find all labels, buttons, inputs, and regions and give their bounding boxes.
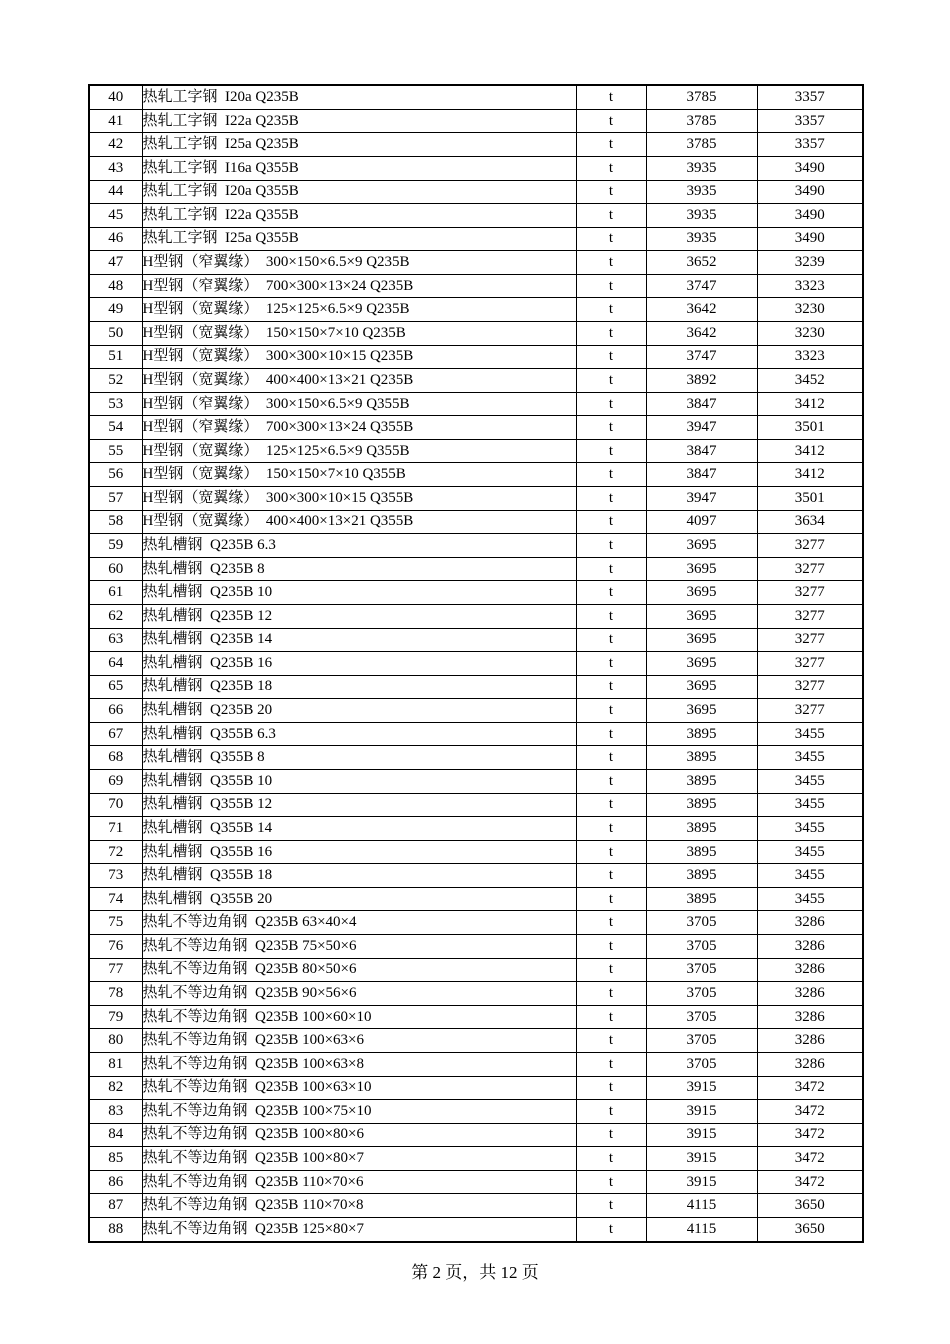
unit-cell: t	[576, 204, 646, 228]
unit-cell: t	[576, 982, 646, 1006]
price-cell-2: 3490	[757, 180, 863, 204]
table-row	[89, 840, 863, 864]
unit-cell: t	[576, 392, 646, 416]
row-number-cell: 82	[89, 1076, 142, 1100]
table-row	[89, 652, 863, 676]
item-name-cell: 热轧工字钢 I20a Q355B	[142, 180, 576, 204]
row-number-cell: 79	[89, 1005, 142, 1029]
row-number-cell: 64	[89, 652, 142, 676]
price-cell-2: 3455	[757, 887, 863, 911]
price-cell-1: 3895	[646, 770, 757, 794]
unit-cell: t	[576, 581, 646, 605]
price-cell-2: 3277	[757, 557, 863, 581]
unit-cell: t	[576, 1170, 646, 1194]
price-cell-2: 3286	[757, 1052, 863, 1076]
price-cell-2: 3455	[757, 793, 863, 817]
unit-cell: t	[576, 557, 646, 581]
table-row	[89, 1100, 863, 1124]
item-name-cell: 热轧不等边角钢 Q235B 90×56×6	[142, 982, 576, 1006]
unit-cell: t	[576, 1029, 646, 1053]
unit-cell: t	[576, 369, 646, 393]
item-name-cell: 热轧槽钢 Q235B 14	[142, 628, 576, 652]
price-cell-2: 3455	[757, 840, 863, 864]
price-cell-2: 3472	[757, 1076, 863, 1100]
price-cell-1: 3847	[646, 439, 757, 463]
unit-cell: t	[576, 322, 646, 346]
price-cell-1: 3695	[646, 534, 757, 558]
price-cell-2: 3286	[757, 911, 863, 935]
table-row	[89, 935, 863, 959]
price-table-body	[89, 85, 863, 1242]
item-name-cell: H型钢（宽翼缘） 150×150×7×10 Q355B	[142, 463, 576, 487]
price-cell-2: 3286	[757, 958, 863, 982]
unit-cell: t	[576, 251, 646, 275]
table-row	[89, 392, 863, 416]
table-row	[89, 557, 863, 581]
price-cell-1: 3705	[646, 958, 757, 982]
unit-cell: t	[576, 864, 646, 888]
price-cell-2: 3323	[757, 274, 863, 298]
unit-cell: t	[576, 345, 646, 369]
price-cell-2: 3357	[757, 85, 863, 109]
price-cell-2: 3412	[757, 463, 863, 487]
table-row	[89, 227, 863, 251]
row-number-cell: 53	[89, 392, 142, 416]
item-name-cell: 热轧槽钢 Q235B 12	[142, 604, 576, 628]
price-cell-1: 3747	[646, 274, 757, 298]
price-cell-2: 3455	[757, 770, 863, 794]
price-cell-1: 3895	[646, 864, 757, 888]
price-table	[88, 84, 864, 1243]
item-name-cell: H型钢（宽翼缘） 400×400×13×21 Q355B	[142, 510, 576, 534]
unit-cell: t	[576, 463, 646, 487]
table-row	[89, 85, 863, 109]
table-row	[89, 345, 863, 369]
price-cell-1: 3847	[646, 392, 757, 416]
row-number-cell: 61	[89, 581, 142, 605]
table-row	[89, 1076, 863, 1100]
item-name-cell: 热轧槽钢 Q355B 6.3	[142, 722, 576, 746]
table-row	[89, 604, 863, 628]
unit-cell: t	[576, 628, 646, 652]
price-cell-1: 3915	[646, 1100, 757, 1124]
price-cell-1: 3705	[646, 1005, 757, 1029]
price-cell-2: 3455	[757, 817, 863, 841]
price-cell-1: 3895	[646, 746, 757, 770]
table-row	[89, 439, 863, 463]
price-cell-1: 3652	[646, 251, 757, 275]
table-row	[89, 322, 863, 346]
row-number-cell: 54	[89, 416, 142, 440]
price-cell-2: 3472	[757, 1123, 863, 1147]
item-name-cell: 热轧不等边角钢 Q235B 100×63×8	[142, 1052, 576, 1076]
price-cell-1: 3847	[646, 463, 757, 487]
row-number-cell: 42	[89, 133, 142, 157]
price-cell-1: 3642	[646, 322, 757, 346]
unit-cell: t	[576, 1147, 646, 1171]
price-cell-2: 3472	[757, 1147, 863, 1171]
price-cell-2: 3323	[757, 345, 863, 369]
price-cell-1: 3705	[646, 1029, 757, 1053]
unit-cell: t	[576, 487, 646, 511]
row-number-cell: 62	[89, 604, 142, 628]
table-row	[89, 534, 863, 558]
item-name-cell: 热轧不等边角钢 Q235B 110×70×6	[142, 1170, 576, 1194]
table-row	[89, 133, 863, 157]
unit-cell: t	[576, 227, 646, 251]
unit-cell: t	[576, 510, 646, 534]
price-cell-2: 3277	[757, 604, 863, 628]
table-row	[89, 722, 863, 746]
table-row	[89, 487, 863, 511]
price-cell-1: 3695	[646, 652, 757, 676]
table-row	[89, 958, 863, 982]
item-name-cell: 热轧不等边角钢 Q235B 63×40×4	[142, 911, 576, 935]
price-cell-2: 3455	[757, 722, 863, 746]
price-cell-1: 3947	[646, 487, 757, 511]
unit-cell: t	[576, 1217, 646, 1242]
price-cell-1: 3695	[646, 628, 757, 652]
price-cell-2: 3286	[757, 1005, 863, 1029]
row-number-cell: 87	[89, 1194, 142, 1218]
price-cell-2: 3501	[757, 487, 863, 511]
price-cell-2: 3650	[757, 1194, 863, 1218]
price-cell-1: 3915	[646, 1170, 757, 1194]
row-number-cell: 85	[89, 1147, 142, 1171]
item-name-cell: H型钢（宽翼缘） 125×125×6.5×9 Q235B	[142, 298, 576, 322]
unit-cell: t	[576, 298, 646, 322]
table-row	[89, 699, 863, 723]
table-row	[89, 369, 863, 393]
table-row	[89, 1052, 863, 1076]
row-number-cell: 69	[89, 770, 142, 794]
price-cell-1: 3695	[646, 581, 757, 605]
table-row	[89, 1029, 863, 1053]
price-cell-2: 3277	[757, 652, 863, 676]
table-row	[89, 887, 863, 911]
price-cell-1: 3895	[646, 793, 757, 817]
row-number-cell: 70	[89, 793, 142, 817]
table-row	[89, 770, 863, 794]
unit-cell: t	[576, 675, 646, 699]
item-name-cell: 热轧工字钢 I22a Q235B	[142, 109, 576, 133]
table-row	[89, 1217, 863, 1242]
item-name-cell: 热轧槽钢 Q355B 20	[142, 887, 576, 911]
row-number-cell: 74	[89, 887, 142, 911]
price-cell-1: 3695	[646, 675, 757, 699]
unit-cell: t	[576, 840, 646, 864]
table-row	[89, 109, 863, 133]
row-number-cell: 52	[89, 369, 142, 393]
item-name-cell: 热轧不等边角钢 Q235B 100×60×10	[142, 1005, 576, 1029]
item-name-cell: 热轧工字钢 I22a Q355B	[142, 204, 576, 228]
row-number-cell: 60	[89, 557, 142, 581]
row-number-cell: 55	[89, 439, 142, 463]
price-cell-2: 3286	[757, 982, 863, 1006]
price-cell-2: 3286	[757, 1029, 863, 1053]
unit-cell: t	[576, 1052, 646, 1076]
price-cell-2: 3455	[757, 746, 863, 770]
price-cell-1: 3895	[646, 887, 757, 911]
unit-cell: t	[576, 85, 646, 109]
price-cell-1: 3915	[646, 1076, 757, 1100]
price-cell-2: 3357	[757, 109, 863, 133]
price-cell-1: 3785	[646, 85, 757, 109]
table-row	[89, 817, 863, 841]
item-name-cell: 热轧工字钢 I25a Q355B	[142, 227, 576, 251]
price-cell-1: 3642	[646, 298, 757, 322]
price-cell-2: 3634	[757, 510, 863, 534]
table-row	[89, 156, 863, 180]
price-cell-2: 3286	[757, 935, 863, 959]
row-number-cell: 59	[89, 534, 142, 558]
price-cell-1: 3935	[646, 227, 757, 251]
unit-cell: t	[576, 416, 646, 440]
unit-cell: t	[576, 935, 646, 959]
unit-cell: t	[576, 1194, 646, 1218]
price-cell-1: 3705	[646, 1052, 757, 1076]
price-cell-1: 3747	[646, 345, 757, 369]
price-cell-2: 3452	[757, 369, 863, 393]
row-number-cell: 45	[89, 204, 142, 228]
table-row	[89, 911, 863, 935]
price-cell-1: 3947	[646, 416, 757, 440]
price-cell-2: 3239	[757, 251, 863, 275]
row-number-cell: 40	[89, 85, 142, 109]
row-number-cell: 65	[89, 675, 142, 699]
price-cell-1: 3892	[646, 369, 757, 393]
item-name-cell: 热轧槽钢 Q235B 8	[142, 557, 576, 581]
unit-cell: t	[576, 604, 646, 628]
item-name-cell: 热轧工字钢 I25a Q235B	[142, 133, 576, 157]
row-number-cell: 43	[89, 156, 142, 180]
table-row	[89, 1005, 863, 1029]
item-name-cell: 热轧不等边角钢 Q235B 110×70×8	[142, 1194, 576, 1218]
row-number-cell: 57	[89, 487, 142, 511]
table-row	[89, 1147, 863, 1171]
row-number-cell: 76	[89, 935, 142, 959]
unit-cell: t	[576, 180, 646, 204]
price-cell-1: 3935	[646, 180, 757, 204]
item-name-cell: 热轧槽钢 Q235B 10	[142, 581, 576, 605]
item-name-cell: H型钢（宽翼缘） 300×300×10×15 Q355B	[142, 487, 576, 511]
row-number-cell: 47	[89, 251, 142, 275]
row-number-cell: 56	[89, 463, 142, 487]
price-cell-1: 3785	[646, 109, 757, 133]
item-name-cell: 热轧工字钢 I20a Q235B	[142, 85, 576, 109]
item-name-cell: H型钢（窄翼缘） 700×300×13×24 Q235B	[142, 274, 576, 298]
table-row	[89, 298, 863, 322]
price-cell-2: 3277	[757, 628, 863, 652]
unit-cell: t	[576, 534, 646, 558]
price-cell-1: 4115	[646, 1217, 757, 1242]
price-cell-1: 4097	[646, 510, 757, 534]
row-number-cell: 68	[89, 746, 142, 770]
item-name-cell: 热轧槽钢 Q355B 8	[142, 746, 576, 770]
price-cell-2: 3230	[757, 298, 863, 322]
price-cell-2: 3230	[757, 322, 863, 346]
item-name-cell: H型钢（宽翼缘） 150×150×7×10 Q235B	[142, 322, 576, 346]
price-cell-2: 3277	[757, 534, 863, 558]
unit-cell: t	[576, 817, 646, 841]
unit-cell: t	[576, 274, 646, 298]
unit-cell: t	[576, 887, 646, 911]
price-cell-1: 3915	[646, 1123, 757, 1147]
item-name-cell: 热轧不等边角钢 Q235B 100×80×7	[142, 1147, 576, 1171]
item-name-cell: 热轧槽钢 Q235B 6.3	[142, 534, 576, 558]
row-number-cell: 71	[89, 817, 142, 841]
item-name-cell: 热轧不等边角钢 Q235B 75×50×6	[142, 935, 576, 959]
unit-cell: t	[576, 156, 646, 180]
unit-cell: t	[576, 722, 646, 746]
table-row	[89, 463, 863, 487]
row-number-cell: 63	[89, 628, 142, 652]
table-row	[89, 864, 863, 888]
unit-cell: t	[576, 793, 646, 817]
item-name-cell: 热轧槽钢 Q235B 20	[142, 699, 576, 723]
price-cell-2: 3412	[757, 439, 863, 463]
table-row	[89, 274, 863, 298]
unit-cell: t	[576, 439, 646, 463]
item-name-cell: H型钢（窄翼缘） 700×300×13×24 Q355B	[142, 416, 576, 440]
table-row	[89, 793, 863, 817]
item-name-cell: 热轧不等边角钢 Q235B 100×63×6	[142, 1029, 576, 1053]
table-row	[89, 746, 863, 770]
price-cell-2: 3277	[757, 699, 863, 723]
row-number-cell: 72	[89, 840, 142, 864]
price-cell-2: 3490	[757, 204, 863, 228]
price-cell-2: 3412	[757, 392, 863, 416]
item-name-cell: H型钢（宽翼缘） 300×300×10×15 Q235B	[142, 345, 576, 369]
table-row	[89, 1194, 863, 1218]
item-name-cell: 热轧槽钢 Q355B 14	[142, 817, 576, 841]
price-cell-1: 3895	[646, 840, 757, 864]
item-name-cell: 热轧不等边角钢 Q235B 80×50×6	[142, 958, 576, 982]
unit-cell: t	[576, 1100, 646, 1124]
item-name-cell: 热轧不等边角钢 Q235B 100×63×10	[142, 1076, 576, 1100]
table-row	[89, 982, 863, 1006]
row-number-cell: 50	[89, 322, 142, 346]
item-name-cell: H型钢（窄翼缘） 300×150×6.5×9 Q355B	[142, 392, 576, 416]
table-row	[89, 180, 863, 204]
row-number-cell: 88	[89, 1217, 142, 1242]
price-cell-2: 3455	[757, 864, 863, 888]
table-row	[89, 204, 863, 228]
table-row	[89, 628, 863, 652]
item-name-cell: H型钢（宽翼缘） 125×125×6.5×9 Q355B	[142, 439, 576, 463]
unit-cell: t	[576, 1123, 646, 1147]
row-number-cell: 80	[89, 1029, 142, 1053]
price-cell-1: 3915	[646, 1147, 757, 1171]
unit-cell: t	[576, 958, 646, 982]
price-cell-1: 3695	[646, 557, 757, 581]
table-row	[89, 1170, 863, 1194]
unit-cell: t	[576, 1005, 646, 1029]
table-row	[89, 416, 863, 440]
price-cell-1: 3695	[646, 604, 757, 628]
row-number-cell: 44	[89, 180, 142, 204]
row-number-cell: 46	[89, 227, 142, 251]
table-row	[89, 1123, 863, 1147]
price-cell-2: 3501	[757, 416, 863, 440]
item-name-cell: H型钢（宽翼缘） 400×400×13×21 Q235B	[142, 369, 576, 393]
item-name-cell: 热轧不等边角钢 Q235B 125×80×7	[142, 1217, 576, 1242]
row-number-cell: 41	[89, 109, 142, 133]
row-number-cell: 73	[89, 864, 142, 888]
price-cell-2: 3650	[757, 1217, 863, 1242]
item-name-cell: 热轧槽钢 Q355B 12	[142, 793, 576, 817]
table-row	[89, 581, 863, 605]
price-cell-1: 3895	[646, 817, 757, 841]
unit-cell: t	[576, 911, 646, 935]
row-number-cell: 86	[89, 1170, 142, 1194]
price-cell-1: 3705	[646, 982, 757, 1006]
row-number-cell: 49	[89, 298, 142, 322]
item-name-cell: 热轧槽钢 Q355B 18	[142, 864, 576, 888]
item-name-cell: 热轧工字钢 I16a Q355B	[142, 156, 576, 180]
table-row	[89, 251, 863, 275]
price-cell-1: 3785	[646, 133, 757, 157]
price-cell-1: 3895	[646, 722, 757, 746]
price-cell-1: 3935	[646, 156, 757, 180]
item-name-cell: H型钢（窄翼缘） 300×150×6.5×9 Q235B	[142, 251, 576, 275]
row-number-cell: 51	[89, 345, 142, 369]
item-name-cell: 热轧槽钢 Q355B 10	[142, 770, 576, 794]
row-number-cell: 77	[89, 958, 142, 982]
row-number-cell: 75	[89, 911, 142, 935]
price-cell-1: 4115	[646, 1194, 757, 1218]
unit-cell: t	[576, 770, 646, 794]
unit-cell: t	[576, 746, 646, 770]
row-number-cell: 67	[89, 722, 142, 746]
price-cell-1: 3705	[646, 935, 757, 959]
unit-cell: t	[576, 109, 646, 133]
unit-cell: t	[576, 133, 646, 157]
unit-cell: t	[576, 699, 646, 723]
table-row	[89, 675, 863, 699]
price-cell-2: 3277	[757, 675, 863, 699]
unit-cell: t	[576, 1076, 646, 1100]
item-name-cell: 热轧不等边角钢 Q235B 100×75×10	[142, 1100, 576, 1124]
price-cell-1: 3705	[646, 911, 757, 935]
row-number-cell: 83	[89, 1100, 142, 1124]
price-cell-2: 3472	[757, 1100, 863, 1124]
unit-cell: t	[576, 652, 646, 676]
price-cell-1: 3935	[646, 204, 757, 228]
price-cell-2: 3490	[757, 156, 863, 180]
item-name-cell: 热轧不等边角钢 Q235B 100×80×6	[142, 1123, 576, 1147]
price-cell-1: 3695	[646, 699, 757, 723]
row-number-cell: 84	[89, 1123, 142, 1147]
item-name-cell: 热轧槽钢 Q235B 16	[142, 652, 576, 676]
item-name-cell: 热轧槽钢 Q235B 18	[142, 675, 576, 699]
page-number-text: 第 2 页，共 12 页	[411, 1263, 539, 1282]
price-cell-2: 3277	[757, 581, 863, 605]
item-name-cell: 热轧槽钢 Q355B 16	[142, 840, 576, 864]
table-row	[89, 510, 863, 534]
row-number-cell: 81	[89, 1052, 142, 1076]
price-cell-2: 3490	[757, 227, 863, 251]
row-number-cell: 48	[89, 274, 142, 298]
row-number-cell: 78	[89, 982, 142, 1006]
page-footer	[0, 1258, 950, 1283]
price-cell-2: 3357	[757, 133, 863, 157]
price-cell-2: 3472	[757, 1170, 863, 1194]
row-number-cell: 58	[89, 510, 142, 534]
row-number-cell: 66	[89, 699, 142, 723]
